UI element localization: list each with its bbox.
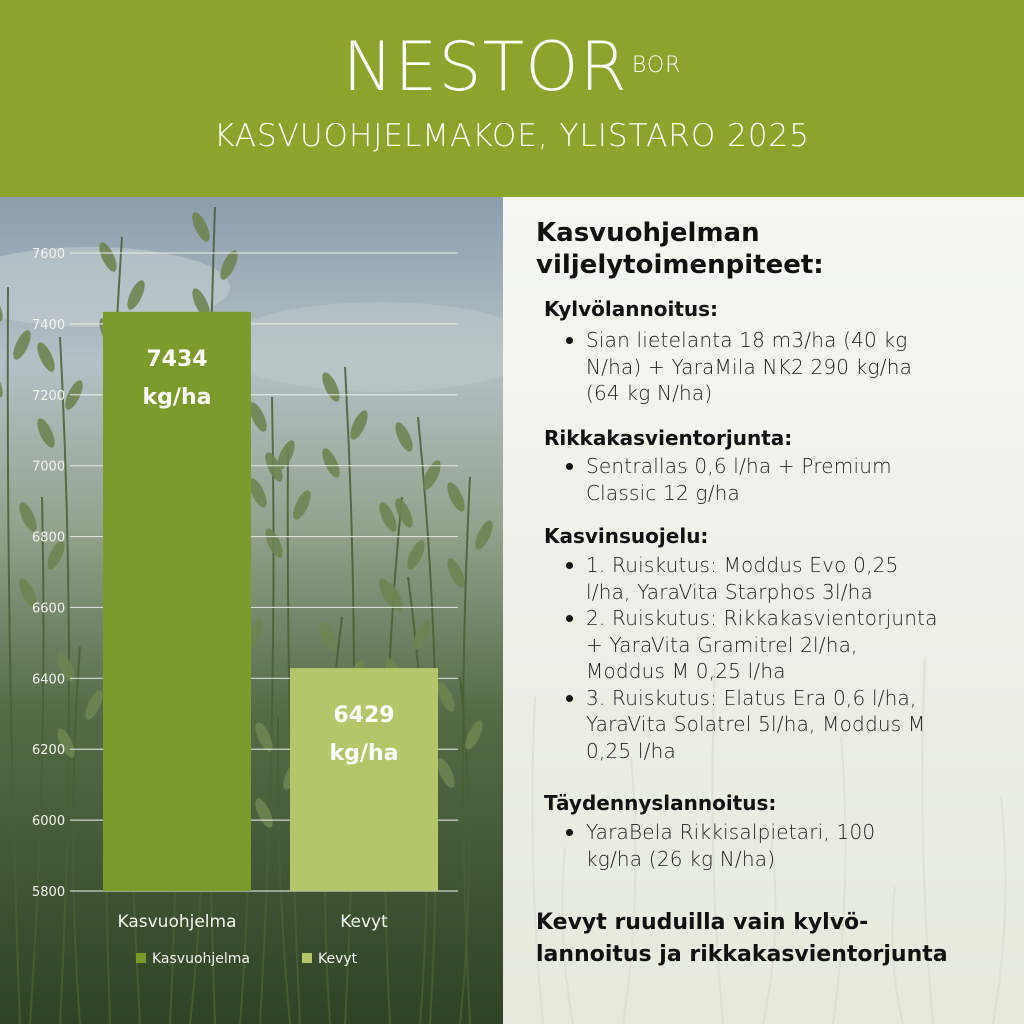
- data-label: 7434: [146, 346, 208, 372]
- list-item-line: (64 kg N/ha): [586, 381, 713, 405]
- list-item-line: Classic 12 g/ha: [586, 480, 741, 505]
- list-item: [563, 552, 1003, 605]
- y-tick-label: 6200: [32, 743, 66, 759]
- list-taydennyslannoitus: [563, 819, 1003, 872]
- bar-kevyt: [290, 668, 438, 891]
- section-heading-kasvinsuojelu: Kasvinsuojelu:: [544, 524, 709, 548]
- list-item: [563, 819, 1003, 872]
- subtitle: KASVUOHJELMAKOE, YLISTARO 2025: [213, 118, 810, 154]
- brand-superscript: BOR: [631, 53, 682, 78]
- data-label: 6429: [333, 703, 395, 729]
- y-tick-label: 6400: [32, 672, 66, 688]
- y-tick-label: 7600: [32, 247, 66, 262]
- x-tick-label: Kevyt: [340, 912, 388, 932]
- legend-swatch: [136, 953, 146, 963]
- footer-note-line-2: lannoitus ja rikkakasvientorjunta: [536, 942, 948, 967]
- y-tick-label: 7400: [32, 317, 66, 333]
- list-item-line: kg/ha (26 kg N/ha): [586, 846, 776, 871]
- footer-note-line-1: Kevyt ruuduilla vain kylvö-: [536, 910, 869, 935]
- brand-title: [0, 28, 1024, 108]
- x-tick-label: Kasvuohjelma: [117, 912, 237, 932]
- y-tick-label: 6800: [32, 530, 66, 546]
- section-heading-taydennyslannoitus: Täydennyslannoitus:: [544, 791, 777, 815]
- list-item-line: N/ha) + YaraMila NK2 290 kg/ha: [586, 354, 913, 379]
- list-item-line: Sian lietelanta 18 m3/ha (40 kg: [586, 328, 908, 352]
- info-panel: [503, 197, 1024, 1024]
- panel-title-line-1: Kasvuohjelman: [536, 218, 760, 248]
- y-tick-label: 6600: [32, 601, 66, 617]
- section-heading-rikkakasvientorjunta: Rikkakasvientorjunta:: [544, 426, 793, 450]
- y-tick-label: 5800: [32, 885, 66, 900]
- list-item-line: Sentrallas 0,6 l/ha + Premium: [586, 454, 892, 478]
- legend-swatch: [302, 953, 312, 963]
- oat-field-photo: [0, 197, 503, 1024]
- list-kasvinsuojelu: [563, 552, 1003, 764]
- cultivation-steps: [503, 197, 1024, 1024]
- list-item-line: 0,25 l/ha: [586, 738, 676, 763]
- list-rikkakasvientorjunta: [563, 453, 1003, 506]
- header-banner: [0, 0, 1024, 197]
- legend-label: Kevyt: [318, 951, 358, 967]
- list-kylvolannoitus: [563, 327, 1003, 407]
- list-item: [563, 453, 1003, 506]
- list-item: [563, 605, 1003, 685]
- list-item-line: 1. Ruiskutus: Moddus Evo 0,25: [586, 553, 899, 577]
- panel-title: [536, 217, 856, 281]
- list-item-line: Moddus M 0,25 l/ha: [586, 659, 786, 683]
- legend-label: Kasvuohjelma: [152, 951, 251, 967]
- oat-field-illustration: [0, 197, 503, 1024]
- brand-name: NESTOR: [342, 28, 628, 107]
- panel-title-line-2: viljelytoimenpiteet:: [536, 250, 824, 280]
- list-item-line: + YaraVita Gramitrel 2l/ha,: [586, 632, 858, 657]
- list-item-line: YaraBela Rikkisalpietari, 100: [586, 820, 876, 844]
- data-label: kg/ha: [329, 741, 399, 767]
- list-item-line: l/ha, YaraVita Starphos 3l/ha: [586, 579, 873, 604]
- list-item-line: 3. Ruiskutus: Elatus Era 0,6 l/ha,: [586, 685, 917, 710]
- list-item-line: YaraVita Solatrel 5l/ha, Moddus M: [586, 712, 926, 736]
- list-item: [563, 327, 1003, 407]
- y-tick-label: 6000: [32, 814, 66, 830]
- list-item-line: 2. Ruiskutus: Rikkakasvientorjunta: [586, 606, 938, 630]
- section-heading-kylvolannoitus: Kylvölannoitus:: [544, 297, 719, 321]
- footer-note: [536, 907, 1006, 971]
- data-label: kg/ha: [142, 384, 212, 410]
- y-tick-label: 7200: [32, 388, 66, 404]
- list-item: [563, 685, 1003, 765]
- y-tick-label: 7000: [32, 459, 66, 475]
